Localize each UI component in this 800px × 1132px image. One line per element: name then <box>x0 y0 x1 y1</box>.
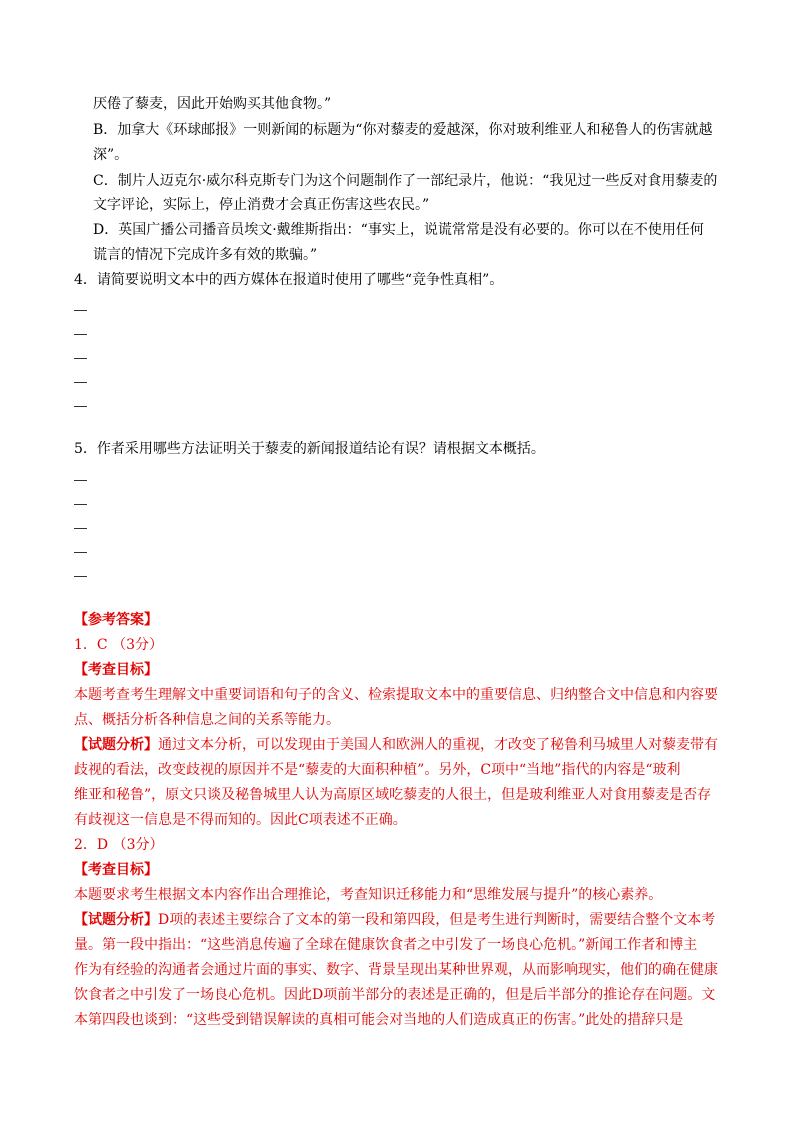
answer-blank-line <box>74 480 87 481</box>
analysis-1-text: 通过文本分析，可以发现由于美国人和欧洲人的重视，才改变了秘鲁利马城里人对藜麦带有 <box>158 737 718 753</box>
analysis-2-line-4: 饮食者之中引发了一场良心危机。因此D项前半部分的表述是正确的，但是后半部分的推论存在问题。文 <box>74 987 716 1003</box>
answer-heading: 【参考答案】 <box>74 612 158 628</box>
analysis-1-line-2: 歧视的看法，改变歧视的原因并不是“藜麦的大面积种植”。另外，C项中“当地”指代的内容是“玻利 <box>74 762 681 778</box>
goal-2-line-1: 本题要求考生根据文本内容作出合理推论，考查知识迁移能力和“思维发展与提升”的核心素养。 <box>74 887 663 903</box>
analysis-2-text: D项的表述主要综合了文本的第一段和第四段，但是考生进行判断时，需要结合整个文本考 <box>158 912 716 928</box>
option-a-continuation: 厌倦了藜麦，因此开始购买其他食物。” <box>93 96 332 112</box>
analysis-1-line-4: 有歧视这一信息是不得而知的。因此C项表述不正确。 <box>74 812 407 828</box>
goal-label: 【考查目标】 <box>74 862 158 878</box>
answer-blank-line <box>74 528 87 529</box>
option-d-line-2: 谎言的情况下完成许多有效的欺骗。” <box>93 247 318 263</box>
option-d-line-1: D．英国广播公司播音员埃文·戴维斯指出：“事实上，说谎常常是没有必要的。你可以在不使用任何 <box>93 222 704 238</box>
answer-1: 1．C （3分） <box>74 637 163 653</box>
option-c-line-2: 文字评论，实际上，停止消费才会真正伤害这些农民。” <box>93 197 430 213</box>
question-4: 4．请简要说明文本中的西方媒体在报道时使用了哪些“竞争性真相”。 <box>74 272 504 288</box>
analysis-1-line-1 <box>74 735 718 755</box>
analysis-1-line-3: 维亚和秘鲁”，原文只谈及秘鲁城里人认为高原区域吃藜麦的人很土，但是玻利维亚人对食用藜麦是否存 <box>74 787 712 803</box>
answer-blank-line <box>74 358 87 359</box>
analysis-label: 【试题分析】 <box>74 912 158 928</box>
analysis-2-line-1 <box>74 910 715 930</box>
option-b-line-1: B．加拿大《环球邮报》一则新闻的标题为“你对藜麦的爱越深，你对玻利维亚人和秘鲁人的伤害就越 <box>93 122 713 138</box>
option-b-line-2: 深”。 <box>93 147 129 163</box>
analysis-2-line-3: 作为有经验的沟通者会通过片面的事实、数字、背景呈现出某种世界观，从而影响现实，他们的确在健康 <box>74 962 718 978</box>
answer-blank-line <box>74 504 87 505</box>
analysis-2-line-2: 量。第一段中指出：“这些消息传遍了全球在健康饮食者之中引发了一场良心危机。”新闻工作者和博主 <box>74 937 698 953</box>
goal-1-line-1: 本题考查考生理解文中重要词语和句子的含义、检索提取文本中的重要信息、归纳整合文中信息和内容要 <box>74 687 718 703</box>
answer-blank-line <box>74 334 87 335</box>
answer-blank-line <box>74 382 87 383</box>
answer-blank-line <box>74 576 87 577</box>
goal-label: 【考查目标】 <box>74 662 158 678</box>
answer-blank-line <box>74 406 87 407</box>
answer-2: 2．D （3分） <box>74 837 164 853</box>
analysis-2-line-5: 本第四段也谈到：“这些受到错误解读的真相可能会对当地的人们造成真正的伤害。”此处的措辞只是 <box>74 1012 684 1028</box>
answer-blank-line <box>74 310 87 311</box>
option-c-line-1: C．制片人迈克尔·威尔科克斯专门为这个问题制作了一部纪录片，他说：“我见过一些反对食用藜麦的 <box>93 173 718 189</box>
goal-1-line-2: 点、概括分析各种信息之间的关系等能力。 <box>74 712 340 728</box>
analysis-label: 【试题分析】 <box>74 737 158 753</box>
question-5: 5．作者采用哪些方法证明关于藜麦的新闻报道结论有误？请根据文本概括。 <box>74 441 545 457</box>
answer-blank-line <box>74 552 87 553</box>
